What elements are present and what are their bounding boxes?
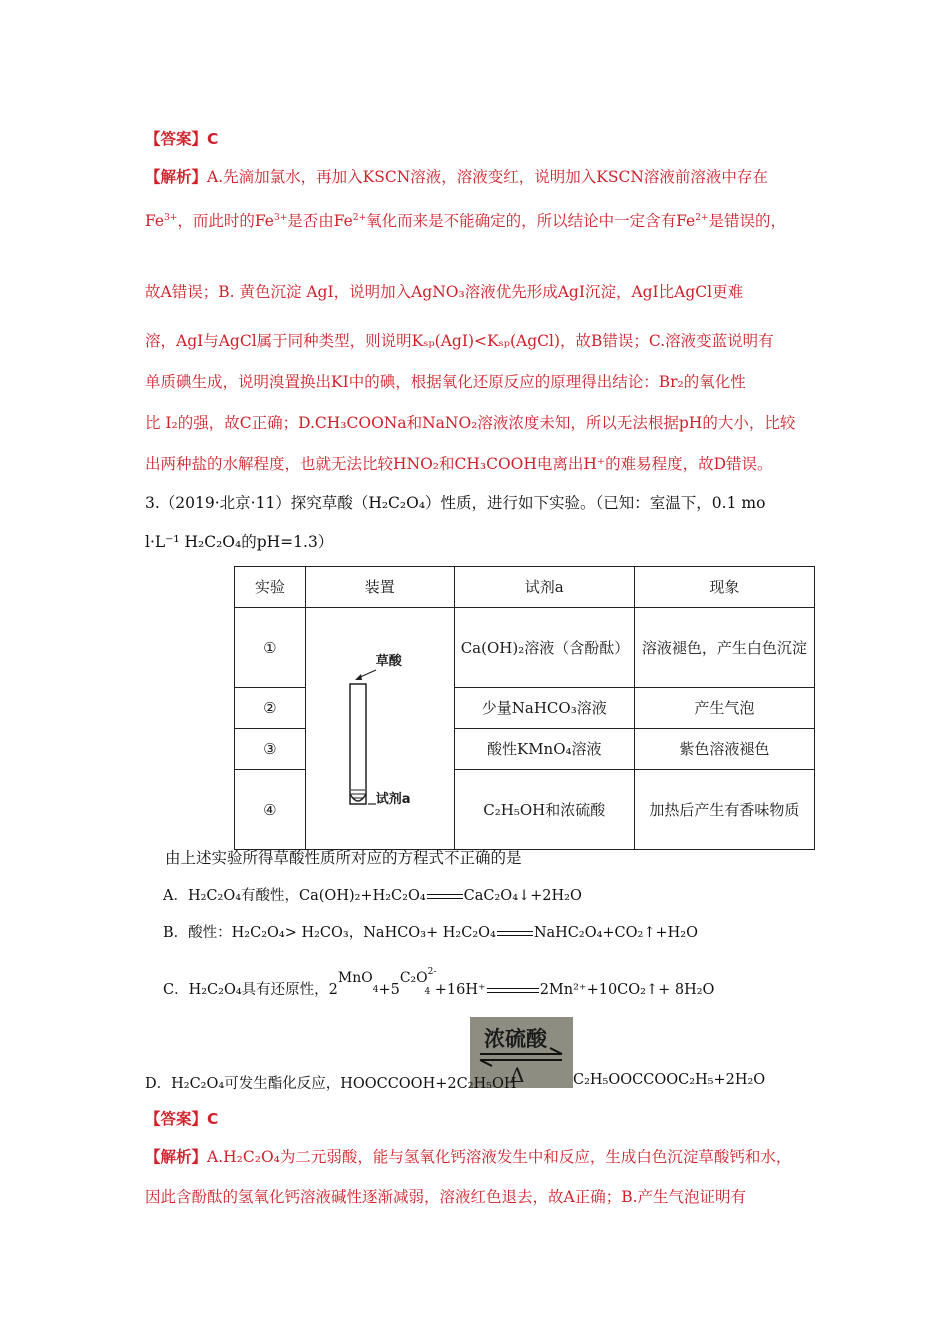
option-d-product: C₂H₅OOCCOOC₂H₅+2H₂O xyxy=(573,1072,766,1088)
test-tube-diagram xyxy=(306,612,446,846)
text: 是否由Fe xyxy=(287,212,353,231)
option-d xyxy=(145,1072,517,1093)
option-d-left: D．H₂C₂O₄可发生酯化反应，HOOCCOOH+2C₂H₅OH xyxy=(145,1076,517,1092)
phenomenon-text: 溶液褪色，产生白色沉淀 xyxy=(641,638,807,657)
row-number: ③ xyxy=(235,729,306,770)
equals-sign xyxy=(497,931,533,936)
answer-value: C xyxy=(207,130,219,148)
option-c-right-b: 2Mn²⁺+10CO₂↑+ 8H₂O xyxy=(539,982,715,998)
explanation-label: 【解析】 xyxy=(145,168,208,186)
phenomenon-cell: 紫色溶液褪色 xyxy=(634,729,814,770)
row-number: ① xyxy=(235,608,306,688)
explanation-line: 因此含酚酞的氢氧化钙溶液碱性逐渐减弱，溶液红色退去，故A正确；B.产生气泡证明有 xyxy=(145,1188,747,1206)
question-prompt: 由上述实验所得草酸性质所对应的方程式不正确的是 xyxy=(165,849,522,867)
phenomenon-cell xyxy=(634,608,814,688)
reagent-cell xyxy=(454,608,634,688)
text: Fe xyxy=(145,212,165,231)
explanation-line: 单质碘生成，说明溴置换出KI中的碘，根据氧化还原反应的原理得出结论：Br₂的氧化性 xyxy=(145,373,746,391)
apparatus-label-oxalic: 草酸 xyxy=(375,654,402,669)
apparatus-label-reagent: 试剂a xyxy=(375,792,411,807)
explanation-line: 比 I₂的强，故C正确；D.CH₃COONa和NaNO₂溶液浓度未知，所以无法根据pH的大小，比较 xyxy=(145,414,796,432)
answer-label: 【答案】 xyxy=(145,1110,208,1128)
apparatus-cell xyxy=(305,608,454,850)
table-header: 试剂a xyxy=(454,567,634,608)
explanation-line xyxy=(145,166,768,188)
table-header: 装置 xyxy=(305,567,454,608)
answer-label: 【答案】 xyxy=(145,130,208,148)
text: 是错误的， xyxy=(708,212,787,231)
option-c: C．H₂C₂O₄具有还原性，$2MnO_4+5C_2O^{2-}_4 +16H^+$ 2Mn²⁺+10CO₂↑+ 8H₂O xyxy=(163,967,715,998)
explanation-text: A.先滴加氯水，再加入KSCN溶液，溶液变红，说明加入KSCN溶液前溶液中存在 xyxy=(207,168,768,186)
phenomenon-cell: 产生气泡 xyxy=(634,688,814,729)
table-header: 实验 xyxy=(235,567,306,608)
phenomenon-text: 加热后产生有香味物质 xyxy=(649,800,800,819)
sup: 3+ xyxy=(164,213,178,223)
reagent-cell: C₂H₅OH和浓硫酸 xyxy=(454,770,634,850)
table-header-row xyxy=(235,567,815,608)
sup: 3+ xyxy=(273,213,288,223)
question-line: l·L⁻¹ H₂C₂O₄的pH=1.3） xyxy=(145,533,334,551)
option-a xyxy=(163,884,582,905)
sup: 2+ xyxy=(352,213,367,223)
option-c-right-a: +16H⁺ xyxy=(434,982,486,998)
explanation-line: 故A错误；B. 黄色沉淀 AgI，说明加入AgNO₃溶液优先形成AgI沉淀，AgI比AgCl更难 xyxy=(145,283,744,301)
explanation-text: A.H₂C₂O₄为二元弱酸，能与氢氧化钙溶液发生中和反应，生成白色沉淀草酸钙和水， xyxy=(207,1148,792,1166)
answer-value: C xyxy=(207,1110,219,1128)
option-a-left: A．H₂C₂O₄有酸性，Ca(OH)₂+H₂C₂O₄ xyxy=(163,888,426,904)
explanation-label: 【解析】 xyxy=(145,1148,208,1166)
permanganate: MnO xyxy=(337,970,373,986)
table-header: 现象 xyxy=(634,567,814,608)
explanation-line: 出两种盐的水解程度，也就无法比较HNO₂和CH₃COOH电离出H⁺的难易程度，故D错误。 xyxy=(145,455,773,473)
equals-sign xyxy=(427,894,463,899)
text: ，而此时的Fe xyxy=(177,212,274,231)
option-c-left: C．H₂C₂O₄具有还原性，2 xyxy=(163,982,338,998)
text: 氧化而来是不能确定的，所以结论中一定含有Fe xyxy=(366,212,696,231)
row-number: ② xyxy=(235,688,306,729)
explanation-line: 溶，AgI与AgCl属于同种类型，则说明Kₛₚ(AgI)<Kₛₚ(AgCl)，故B错误；C.溶液变蓝说明有 xyxy=(145,332,774,350)
catalyst-label: 浓硫酸 xyxy=(484,1027,547,1051)
answer-line xyxy=(145,1108,218,1130)
row-number: ④ xyxy=(235,770,306,850)
equals-sign xyxy=(487,988,539,993)
experiment-table xyxy=(234,566,815,850)
option-b-left: B．酸性：H₂C₂O₄> H₂CO₃，NaHCO₃+ H₂C₂O₄ xyxy=(163,925,496,941)
explanation-line xyxy=(145,1146,791,1168)
option-a-right: CaC₂O₄↓+2H₂O xyxy=(463,888,582,904)
reagent-cell: 少量NaHCO₃溶液 xyxy=(454,688,634,729)
option-b xyxy=(163,921,698,942)
option-b-right: NaHC₂O₄+CO₂↑+H₂O xyxy=(533,925,699,941)
oxalate: C₂O xyxy=(399,970,428,986)
option-c-mid: +5 xyxy=(378,982,400,998)
phenomenon-cell xyxy=(634,770,814,850)
answer-line xyxy=(145,128,218,150)
table-row xyxy=(235,608,815,688)
question-line xyxy=(145,492,765,514)
reagent-text: Ca(OH)₂溶液（含酚酞） xyxy=(460,638,630,657)
question-text: 3.（2019·北京·11）探究草酸（H₂C₂O₄）性质，进行如下实验。（已知：室温下，0.1 mo xyxy=(145,494,766,512)
reagent-cell: 酸性KMnO₄溶液 xyxy=(454,729,634,770)
heat-symbol: Δ xyxy=(510,1063,525,1087)
explanation-line xyxy=(145,207,786,232)
sup: 2+ xyxy=(695,213,709,223)
